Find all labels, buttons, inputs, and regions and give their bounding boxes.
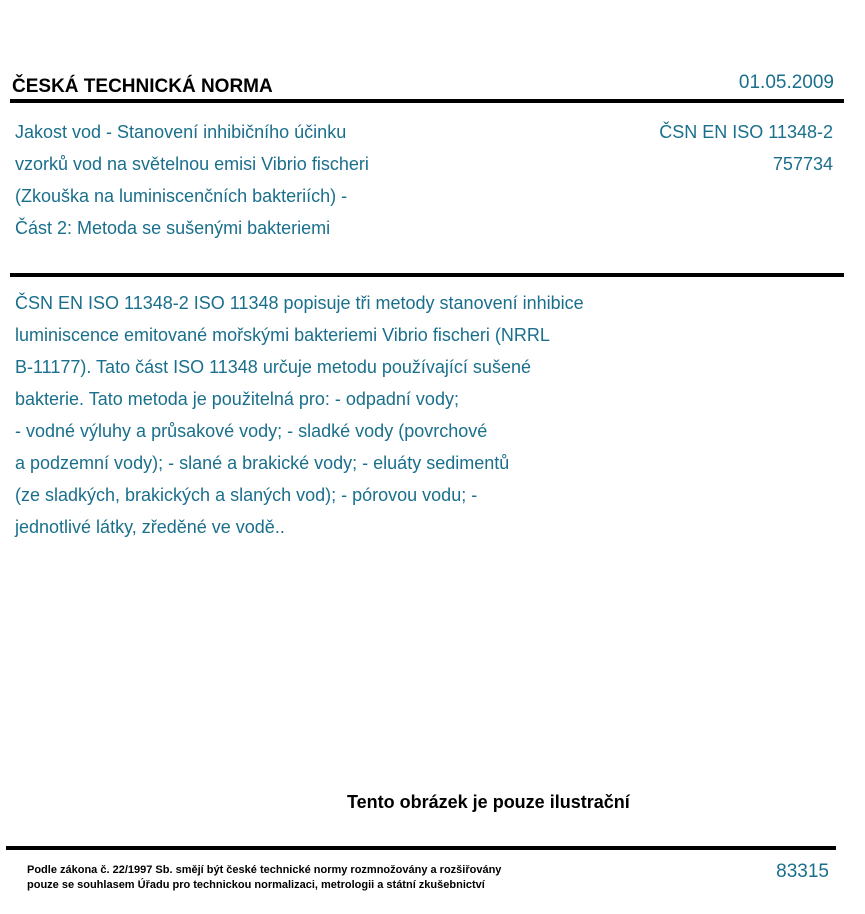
catalog-number: 757734 [772,154,833,174]
legal-notice [27,863,501,893]
abstract-line: - vodné výluhy a průsakové vody; - sladké vody (povrchové [15,421,488,441]
abstract-line: a podzemní vody); - slané a brakické vody; - eluáty sedimentů [15,453,510,473]
footer-divider [6,846,836,850]
abstract-line: (ze sladkých, brakických a slaných vod); - pórovou vodu; - [15,485,478,505]
page-number: 83315 [776,861,829,882]
abstract [15,287,735,543]
abstract-line: luminiscence emitované mořskými bakteriemi Vibrio fischeri (NRRL [15,325,550,345]
document-title [15,116,465,244]
abstract-line: bakterie. Tato metoda je použitelná pro: - odpadní vody; [15,389,459,409]
title-divider [10,273,844,277]
standard-number: ČSN EN ISO 11348-2 [659,122,833,142]
document-title-line: vzorků vod na světelnou emisi Vibrio fischeri [15,154,369,174]
legal-notice-line: Podle zákona č. 22/1997 Sb. smějí být české technické normy rozmnožovány a rozšiřovány [27,864,502,876]
document-identifiers [659,116,833,180]
abstract-line: ČSN EN ISO 11348-2 ISO 11348 popisuje tři metody stanovení inhibice [15,293,584,313]
abstract-line: jednotlivé látky, zředěné ve vodě.. [15,517,285,537]
header-divider [10,99,844,103]
document-title-line: (Zkouška na luminiscenčních bakteriích) - [15,186,348,206]
publication-date: 01.05.2009 [738,72,834,93]
page-header-title: ČESKÁ TECHNICKÁ NORMA [12,76,273,97]
legal-notice-line: pouze se souhlasem Úřadu pro technickou normalizaci, metrologii a státní zkušebnictví [27,879,485,891]
document-title-line: Část 2: Metoda se sušenými bakteriemi [15,218,331,238]
illustrative-note: Tento obrázek je pouze ilustrační [347,792,630,812]
document-title-line: Jakost vod - Stanovení inhibičního účinku [15,122,347,142]
abstract-line: B-11177). Tato část ISO 11348 určuje metodu používající sušené [15,357,531,377]
